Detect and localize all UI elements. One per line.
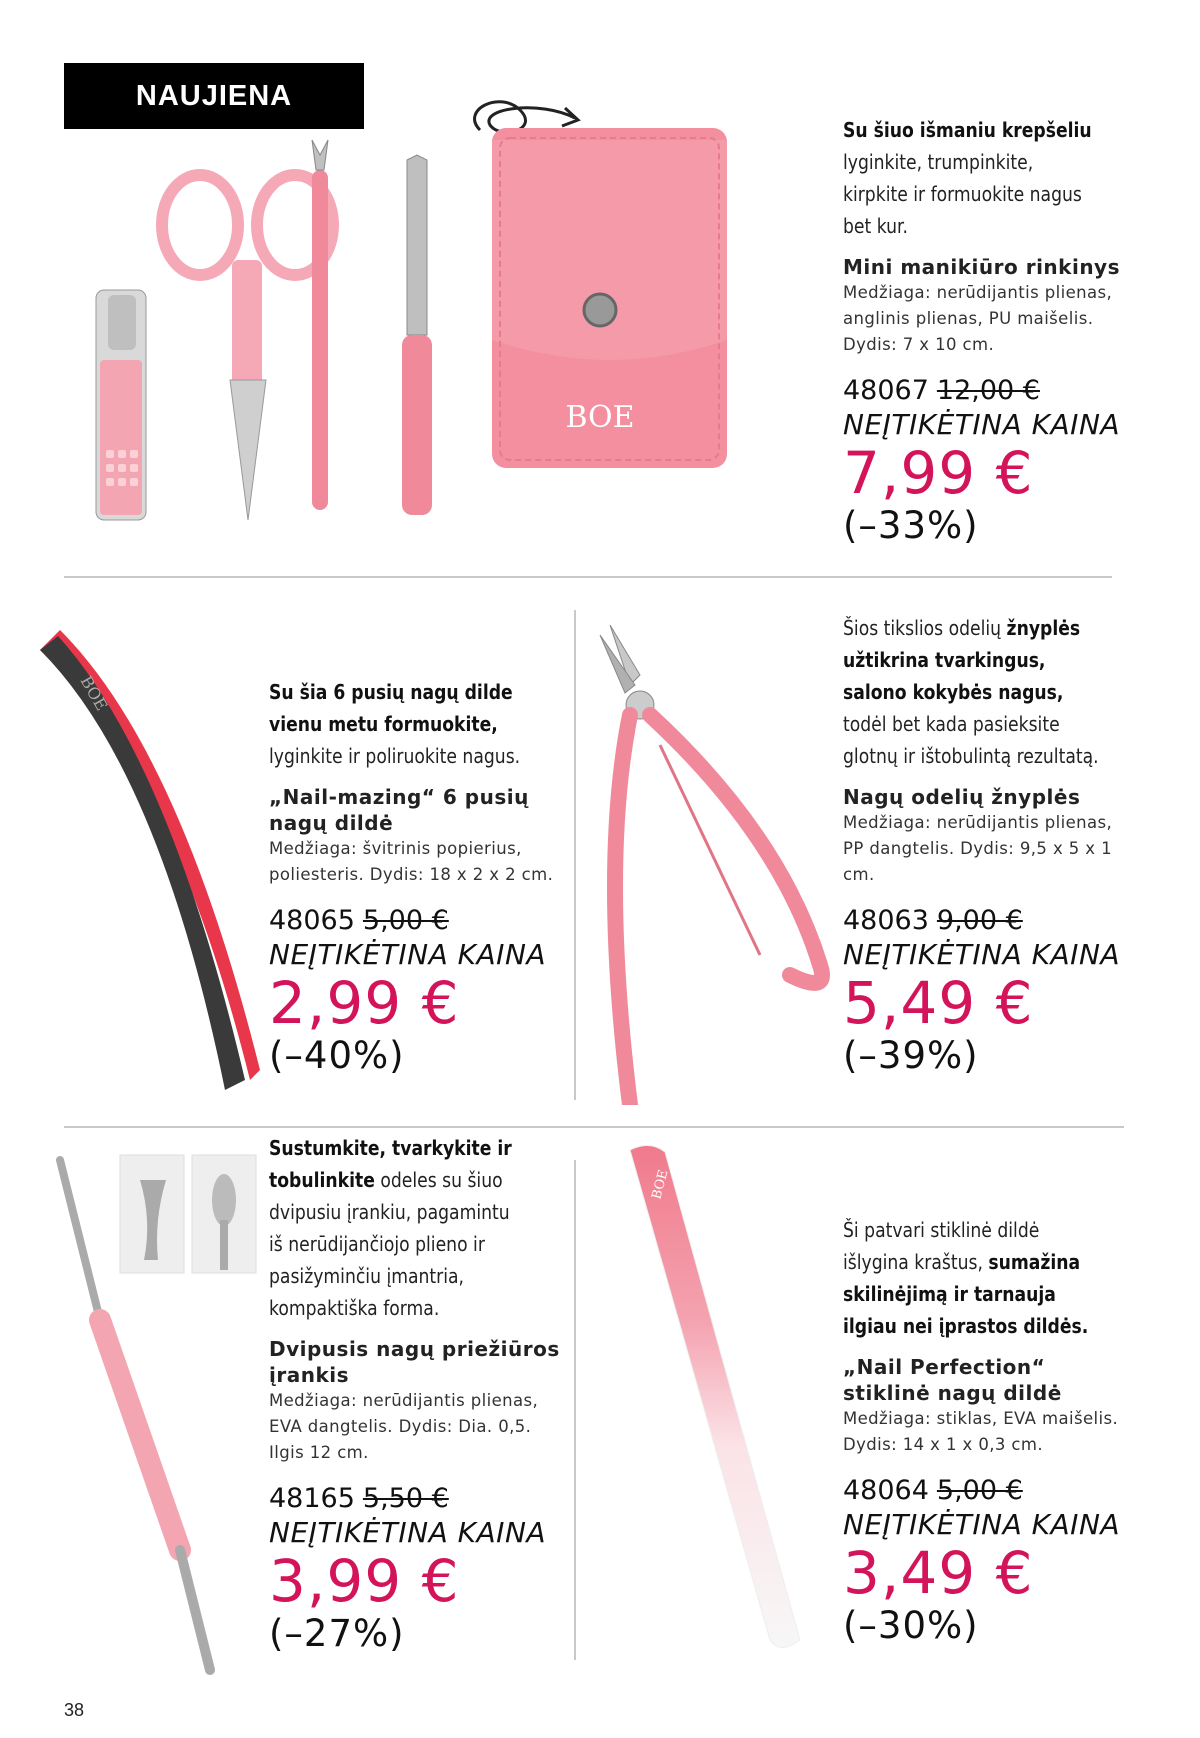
product-name: Dvipusis nagų priežiūros įrankis (269, 1337, 560, 1387)
svg-text:BOE: BOE (565, 400, 635, 435)
discount: (–33%) (843, 504, 979, 547)
intro-bold: Su šiuo išmaniu krepšeliu (843, 118, 1092, 142)
promo-label: NEĮTIKĖTINA KAINA (843, 938, 1121, 971)
product-description: Medžiaga: švitrinis popierius, poliesteris. Dydis: 18 x 2 x 2 cm. (269, 839, 554, 884)
divider-top (64, 576, 1112, 578)
divider-vertical-1 (574, 610, 576, 1100)
product-name: Nagų odelių žnyplės (843, 785, 1081, 809)
old-price: 5,50 € (362, 1483, 449, 1514)
intro-text: todėl bet kada pasieksite glotnų ir ištobulintą rezultatą. (843, 712, 1099, 768)
new-badge: NAUJIENA (64, 63, 364, 129)
product-name: „Nail-mazing“ 6 pusių nagų dildė (269, 785, 529, 835)
intro-bold: sumažina skilinėjimą ir tarnauja ilgiau nei įprastos dildės. (843, 1250, 1089, 1338)
promo-label: NEĮTIKĖTINA KAINA (269, 938, 547, 971)
product-name: „Nail Perfection“ stiklinė nagų dildė (843, 1355, 1062, 1405)
glass-nail-file-image (620, 1140, 820, 1660)
product-code: 48063 (843, 905, 929, 936)
divider-vertical-2 (574, 1160, 576, 1660)
old-price: 12,00 € (936, 375, 1040, 406)
intro-text-pre: Šios tikslios odelių (843, 616, 1002, 640)
svg-text:BOE: BOE (76, 672, 112, 714)
promo-label: NEĮTIKĖTINA KAINA (269, 1516, 547, 1549)
product-description: Medžiaga: nerūdijantis plienas, anglinis plienas, PU maišelis. Dydis: 7 x 10 cm. (843, 283, 1113, 354)
intro-bold: Su šia 6 pusių nagų dilde vienu metu formuokite, (269, 680, 513, 736)
product-nail-mazing-file (269, 676, 569, 1078)
discount: (–30%) (843, 1604, 979, 1647)
discount: (–27%) (269, 1612, 405, 1655)
cuticle-tool-image (40, 1150, 270, 1690)
product-code: 48067 (843, 375, 929, 406)
product-name: Mini manikiūro rinkinys (843, 255, 1120, 279)
product-glass-nail-file (843, 1214, 1133, 1648)
promo-label: NEĮTIKĖTINA KAINA (843, 408, 1121, 441)
product-description: Medžiaga: nerūdijantis plienas, PP dangtelis. Dydis: 9,5 x 5 x 1 cm. (843, 813, 1113, 884)
product-code: 48165 (269, 1483, 355, 1514)
price: 3,99 € (269, 1547, 460, 1615)
page-number: 38 (64, 1700, 85, 1720)
intro-bold: Sustumkite, tvarkykite ir tobulinkite (269, 1136, 512, 1192)
intro-text-pre: Ši patvari stiklinė dildė išlygina kraštus, (843, 1218, 1040, 1274)
old-price: 5,00 € (362, 905, 449, 936)
cuticle-nippers-image (590, 615, 840, 1105)
intro-text: odeles su šiuo dvipusiu įrankiu, pagamintu iš nerūdijančiojo plieno ir pasižyminčiu įmantria, kompaktiška forma. (269, 1168, 510, 1320)
intro-text: lyginkite ir poliruokite nagus. (269, 744, 521, 768)
price: 5,49 € (843, 969, 1034, 1037)
price: 2,99 € (269, 969, 460, 1037)
product-description: Medžiaga: stiklas, EVA maišelis. Dydis: 14 x 1 x 0,3 cm. (843, 1409, 1119, 1454)
old-price: 9,00 € (936, 905, 1023, 936)
product-code: 48065 (269, 905, 355, 936)
svg-text:BOE: BOE (649, 1168, 672, 1202)
product-cuticle-nippers (843, 612, 1133, 1078)
product-mini-manicure-set (843, 114, 1133, 548)
nail-file-image (30, 600, 260, 1100)
discount: (–40%) (269, 1034, 405, 1077)
price: 7,99 € (843, 439, 1034, 507)
product-dual-cuticle-tool (269, 1132, 569, 1656)
manicure-set-image (80, 80, 840, 530)
intro-bold: žnyplės užtikrina tvarkingus, salono kokybės nagus, (843, 616, 1081, 704)
price: 3,49 € (843, 1539, 1034, 1607)
old-price: 5,00 € (936, 1475, 1023, 1506)
product-description: Medžiaga: nerūdijantis plienas, EVA dangtelis. Dydis: Dia. 0,5. Ilgis 12 cm. (269, 1391, 539, 1462)
discount: (–39%) (843, 1034, 979, 1077)
intro-text: lyginkite, trumpinkite, kirpkite ir formuokite nagus bet kur. (843, 150, 1082, 238)
promo-label: NEĮTIKĖTINA KAINA (843, 1508, 1121, 1541)
product-code: 48064 (843, 1475, 929, 1506)
divider-middle (64, 1126, 1124, 1128)
